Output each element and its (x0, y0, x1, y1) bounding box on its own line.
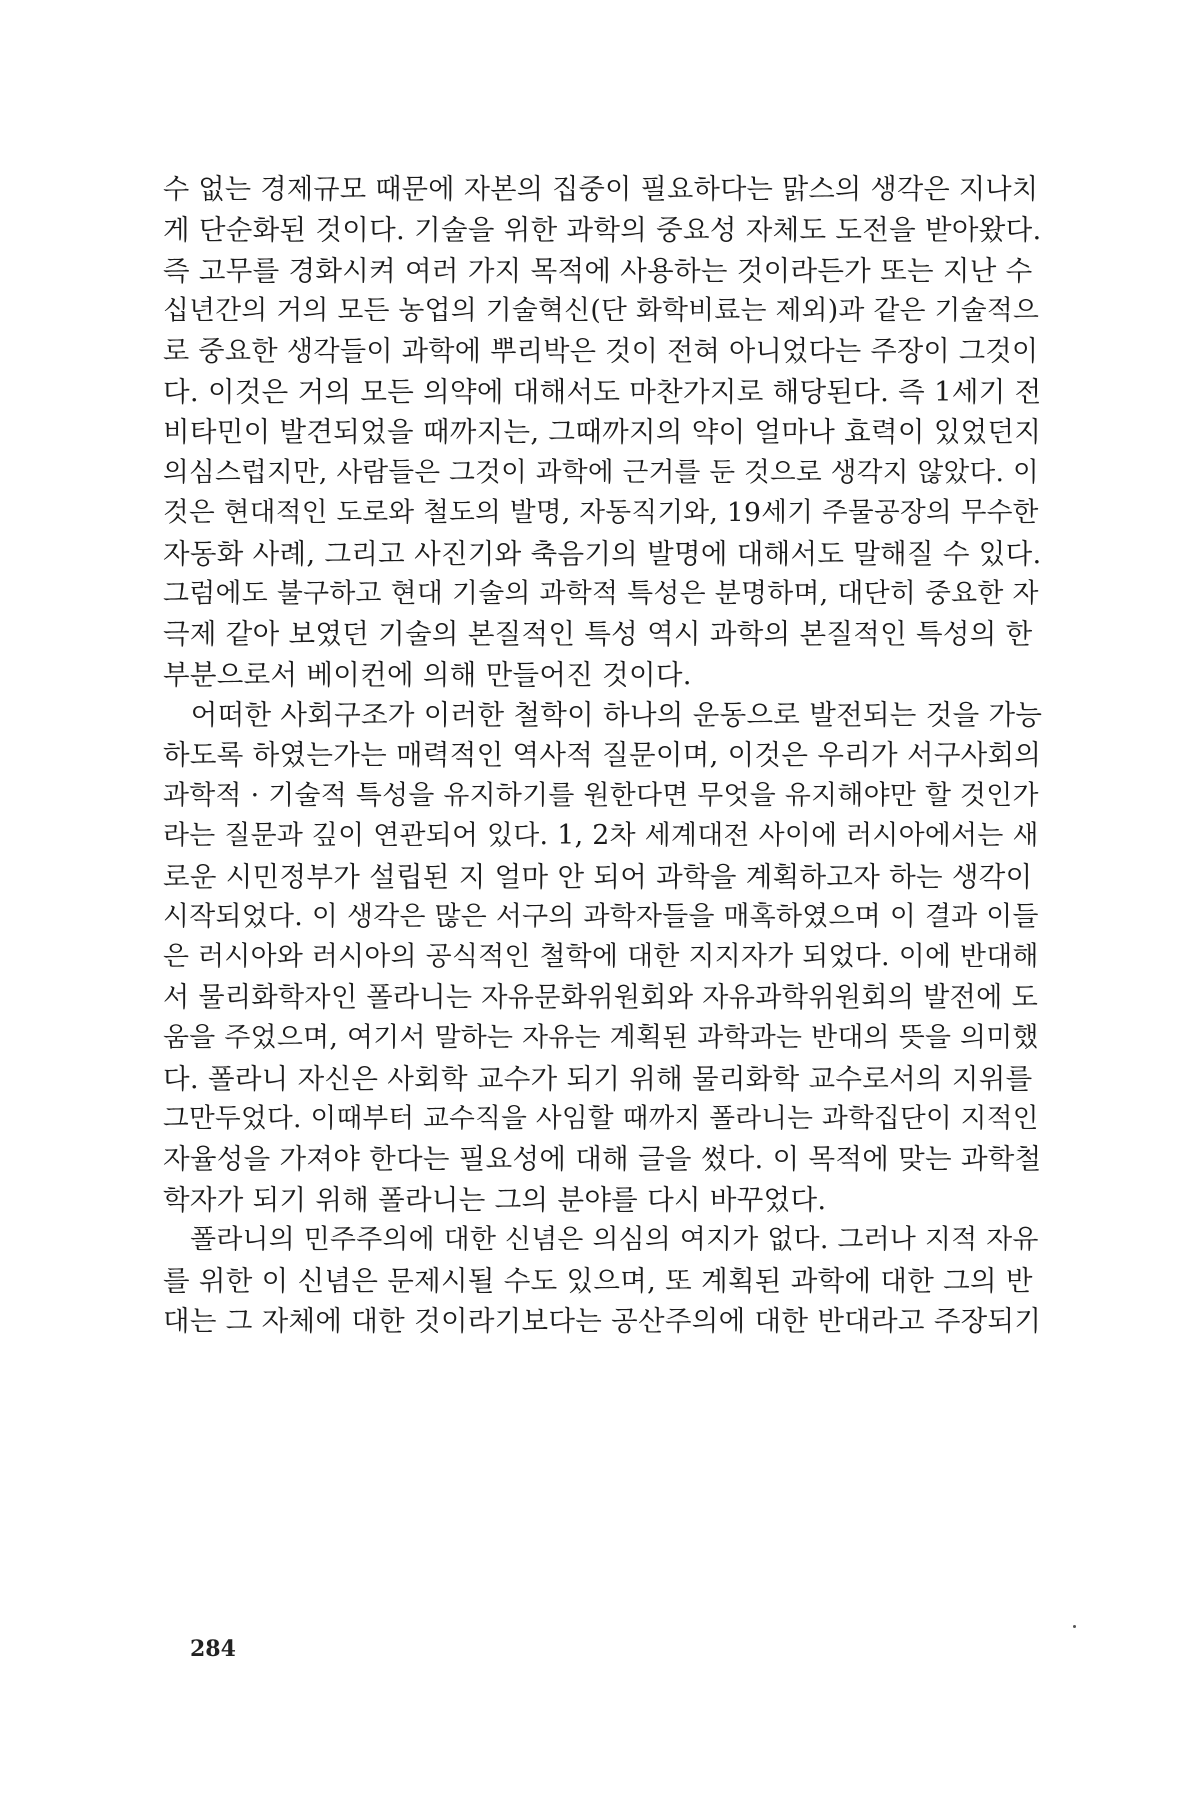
text-line: 다. 폴라니 자신은 사회학 교수가 되기 위해 물리화학 교수로서의 지위를 (163, 1062, 1033, 1095)
text-line: 즉 고무를 경화시켜 여러 가지 목적에 사용하는 것이라든가 또는 지난 수 (163, 254, 1033, 287)
text-line: 로 중요한 생각들이 과학에 뿌리박은 것이 전혀 아니었다는 주장이 그것이 (163, 335, 1039, 367)
text-line: 폴라니의 민주주의에 대한 신념은 의심의 여지가 없다. 그러나 지적 자유 (163, 1224, 1039, 1256)
text-line: 그만두었다. 이때부터 교수직을 사임할 때까지 폴라니는 과학집단이 지적인 (163, 1102, 1039, 1134)
scan-speck (1073, 1625, 1076, 1628)
body-text (163, 170, 1043, 1341)
text-line: 를 위한 이 신념은 문제시될 수도 있으며, 또 계획된 과학에 대한 그의 반 (163, 1264, 1033, 1297)
text-line: 비타민이 발견되었을 때까지는, 그때까지의 약이 얼마나 효력이 있었던지 (163, 416, 1042, 449)
text-line: 자동화 사례, 그리고 사진기와 축음기의 발명에 대해서도 말해질 수 있다. (163, 537, 1042, 570)
text-line: 로운 시민정부가 설립된 지 얼마 안 되어 과학을 계획하고자 하는 생각이 (163, 860, 1033, 893)
text-line: 라는 질문과 깊이 연관되어 있다. 1, 2차 세계대전 사이에 러시아에서는 새 (163, 820, 1039, 852)
text-line: 자율성을 가져야 한다는 필요성에 대해 글을 썼다. 이 목적에 맞는 과학철 (163, 1143, 1042, 1176)
text-line: 하도록 하였는가는 매력적인 역사적 질문이며, 이것은 우리가 서구사회의 (163, 739, 1042, 772)
text-line: 극제 같아 보였던 기술의 본질적인 특성 역시 과학의 본질적인 특성의 한 (163, 618, 1033, 651)
text-line: 그럼에도 불구하고 현대 기술의 과학적 특성은 분명하며, 대단히 중요한 자 (163, 577, 1039, 609)
text-line: 학자가 되기 위해 폴라니는 그의 분야를 다시 바꾸었다. (163, 1183, 827, 1216)
text-line: 것은 현대적인 도로와 철도의 발명, 자동직기와, 19세기 주물공장의 무수한 (163, 497, 1039, 529)
text-line: 십년간의 거의 모든 농업의 기술혁신(단 화학비료는 제외)과 같은 기술적으 (163, 295, 1040, 327)
text-line: 시작되었다. 이 생각은 많은 서구의 과학자들을 매혹하였으며 이 결과 이들 (163, 901, 1039, 933)
text-line: 대는 그 자체에 대한 것이라기보다는 공산주의에 대한 반대라고 주장되기 (163, 1304, 1042, 1337)
text-line: 의심스럽지만, 사람들은 그것이 과학에 근거를 둔 것으로 생각지 않았다. 이 (163, 456, 1039, 488)
text-line: 게 단순화된 것이다. 기술을 위한 과학의 중요성 자체도 도전을 받아왔다. (163, 214, 1042, 247)
text-line: 움을 주었으며, 여기서 말하는 자유는 계획된 과학과는 반대의 뜻을 의미했 (163, 1022, 1039, 1054)
page-number: 284 (190, 1636, 236, 1662)
text-line: 수 없는 경제규모 때문에 자본의 집중이 필요하다는 맑스의 생각은 지나치 (163, 174, 1039, 205)
text-line: 서 물리화학자인 폴라니는 자유문화위원회와 자유과학위원회의 발전에 도 (163, 981, 1039, 1013)
text-line: 어떠한 사회구조가 이러한 철학이 하나의 운동으로 발전되는 것을 가능 (163, 699, 1043, 732)
text-line: 과학적 · 기술적 특성을 유지하기를 원한다면 무엇을 유지해야만 할 것인가 (163, 779, 1039, 811)
text-line: 은 러시아와 러시아의 공식적인 철학에 대한 지지자가 되었다. 이에 반대해 (163, 941, 1039, 973)
text-line: 부분으로서 베이컨에 의해 만들어진 것이다. (163, 658, 692, 691)
text-line: 다. 이것은 거의 모든 의약에 대해서도 마찬가지로 해당된다. 즉 1세기 전 (163, 375, 1042, 408)
